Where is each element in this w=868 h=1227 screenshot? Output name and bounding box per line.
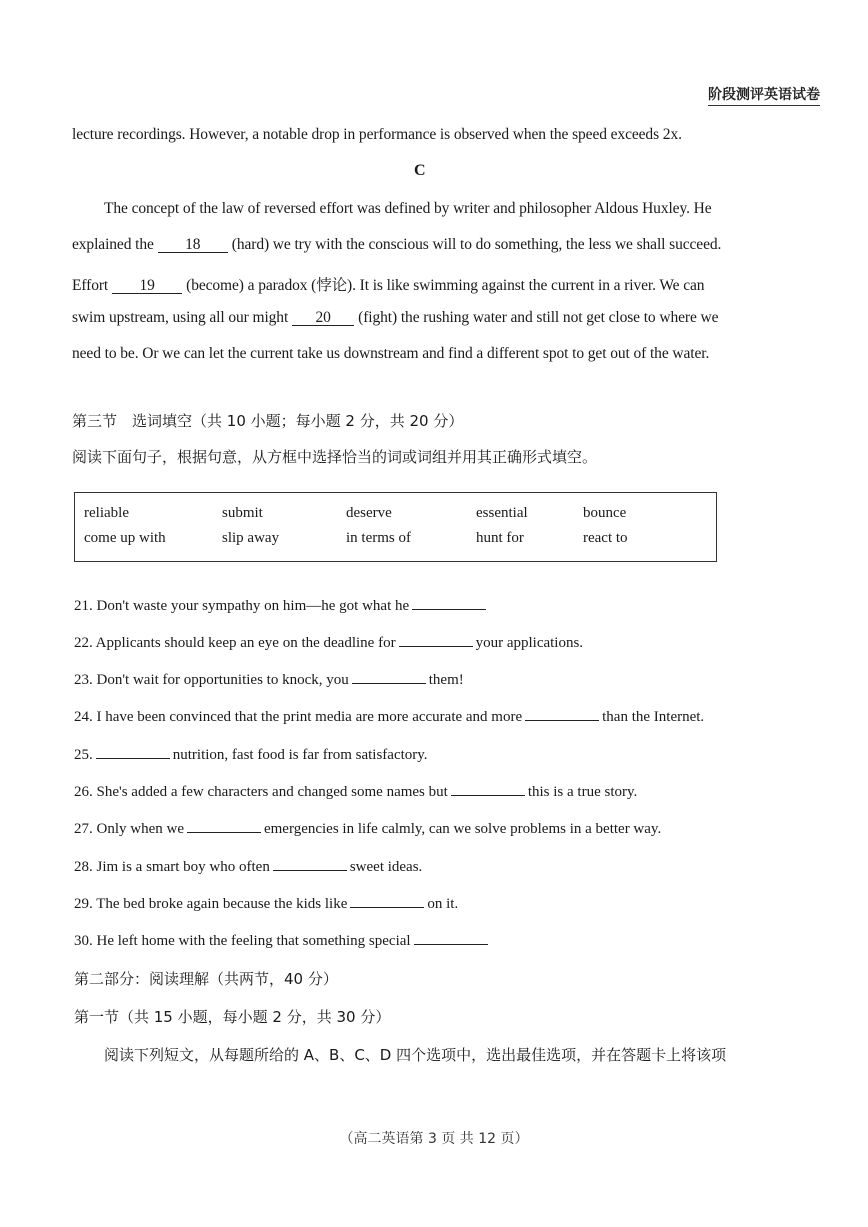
passage-text: Effort — [72, 277, 109, 294]
question-text: them! — [428, 672, 464, 688]
question-27 — [74, 820, 661, 838]
question-text: 27. Only when we — [74, 821, 184, 837]
question-23 — [74, 671, 464, 689]
question-text: than the Internet. — [602, 709, 705, 725]
question-28 — [74, 858, 422, 876]
answer-blank[interactable] — [412, 597, 486, 610]
answer-blank[interactable] — [451, 783, 525, 796]
page-footer: （高二英语第 3 页 共 12 页） — [339, 1131, 529, 1147]
question-text: emergencies in life calmly, can we solve problems in a better way. — [263, 821, 662, 837]
header-tag: 阶段测评英语试卷 — [708, 84, 820, 106]
section-letter: C — [414, 162, 426, 179]
question-30 — [74, 932, 491, 950]
word-option: reliable — [84, 505, 129, 521]
blank-19[interactable]: 19 — [112, 278, 182, 294]
question-text: 23. Don't wait for opportunities to knock, you — [74, 672, 349, 688]
question-text: 28. Jim is a smart boy who often — [74, 859, 270, 875]
question-text: 24. I have been convinced that the print media are more accurate and more — [74, 709, 523, 725]
question-text: 26. She's added a few characters and changed some names but — [74, 784, 448, 800]
passage-line-2 — [72, 236, 721, 254]
word-option: bounce — [583, 505, 627, 521]
question-text: 21. Don't waste your sympathy on him—he got what he — [74, 598, 410, 614]
blank-20[interactable]: 20 — [292, 310, 354, 326]
question-text: nutrition, fast food is far from satisfactory. — [172, 747, 428, 763]
question-26 — [74, 783, 637, 801]
question-25 — [74, 746, 428, 764]
passage-line-4 — [72, 309, 718, 327]
answer-blank[interactable] — [273, 858, 347, 871]
word-option: submit — [222, 505, 263, 521]
passage-line-3 — [72, 273, 704, 295]
answer-blank[interactable] — [352, 671, 426, 684]
question-24 — [74, 708, 704, 726]
answer-blank[interactable] — [414, 932, 488, 945]
word-option: come up with — [84, 530, 166, 546]
passage-text: (become) a paradox (悖论). It is like swimming against the current in a river. We can — [186, 277, 705, 294]
question-text: 22. Applicants should keep an eye on the deadline for — [74, 635, 396, 651]
question-text: on it. — [427, 896, 459, 912]
question-22 — [74, 634, 583, 652]
answer-blank[interactable] — [525, 708, 599, 721]
part2-instruction: 阅读下列短文，从每题所给的 A、B、C、D 四个选项中，选出最佳选项，并在答题卡上将该项 — [104, 1046, 727, 1064]
answer-blank[interactable] — [399, 634, 473, 647]
answer-blank[interactable] — [96, 746, 170, 759]
question-text: 29. The bed broke again because the kids like — [74, 896, 348, 912]
word-option: deserve — [346, 505, 392, 521]
question-text: 25. — [74, 747, 93, 763]
part2-section1: 第一节（共 15 小题，每小题 2 分，共 30 分） — [74, 1008, 391, 1026]
question-text: this is a true story. — [527, 784, 638, 800]
word-option: essential — [476, 505, 528, 521]
question-text: 30. He left home with the feeling that something special — [74, 933, 411, 949]
intro-line: lecture recordings. However, a notable drop in performance is observed when the speed exceeds 2x. — [72, 126, 682, 143]
word-box — [74, 492, 717, 562]
passage-text: (fight) the rushing water and still not get close to where we — [358, 309, 719, 326]
passage-line-5: need to be. Or we can let the current take us downstream and find a different spot to get out of the water. — [72, 345, 710, 362]
word-option: react to — [583, 530, 628, 546]
answer-blank[interactable] — [187, 820, 261, 833]
word-option: slip away — [222, 530, 280, 546]
question-text: your applications. — [475, 635, 584, 651]
passage-text: explained the — [72, 236, 154, 253]
word-option: in terms of — [346, 530, 411, 546]
section3-instruction: 阅读下面句子，根据句意，从方框中选择恰当的词或词组并用其正确形式填空。 — [72, 448, 598, 466]
section3-title: 第三节 选词填空（共 10 小题；每小题 2 分，共 20 分） — [72, 412, 464, 430]
answer-blank[interactable] — [350, 895, 424, 908]
question-21 — [74, 597, 489, 615]
question-text: sweet ideas. — [349, 859, 423, 875]
blank-18[interactable]: 18 — [158, 237, 228, 253]
passage-line-1: The concept of the law of reversed effort was defined by writer and philosopher Aldous Huxley. He — [104, 200, 712, 217]
word-option: hunt for — [476, 530, 524, 546]
passage-text: (hard) we try with the conscious will to do something, the less we shall succeed. — [231, 236, 722, 253]
question-29 — [74, 895, 458, 913]
part2-title: 第二部分：阅读理解（共两节，40 分） — [74, 970, 338, 988]
passage-text: swim upstream, using all our might — [72, 309, 289, 326]
